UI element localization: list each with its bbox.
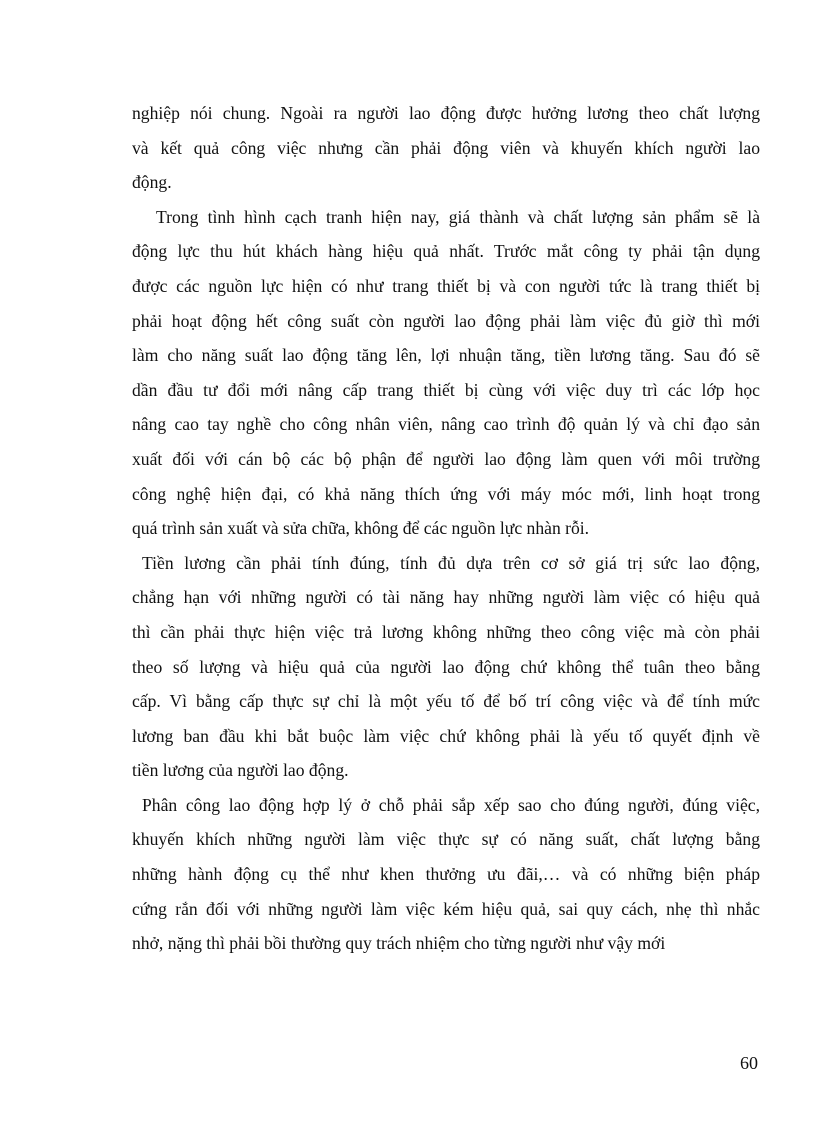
text-line: cứng rắn đối với những người làm việc kém hiệu quả, sai quy cách, nhẹ thì nhắc [132,898,760,919]
text-line: động lực thu hút khách hàng hiệu quả nhất. Trước mắt công ty phải tận dụng [132,241,760,262]
text-line: quá trình sản xuất và sửa chữa, không để các nguồn lực nhàn rỗi. [132,518,590,539]
text-line: khuyến khích những người làm việc thực sự có năng suất, chất lượng bằng [132,829,760,850]
text-line: dần đầu tư đổi mới nâng cấp trang thiết bị cùng với việc duy trì các lớp học [132,379,760,400]
text-line: động. [132,172,172,193]
paragraph-2 [132,200,760,546]
text-line: nâng cao tay nghề cho công nhân viên, nâng cao trình độ quản lý và chỉ đạo sản [132,414,760,435]
text-line: cấp. Vì bằng cấp thực sự chỉ là một yếu tố để bố trí công việc và để tính mức [132,691,760,712]
text-line: những hành động cụ thể như khen thưởng ưu đãi,… và có những biện pháp [132,864,760,885]
text-line: chẳng hạn với những người có tài năng hay những người làm việc có hiệu quả [132,587,760,608]
paragraph-3 [132,546,760,788]
text-line: theo số lượng và hiệu quả của người lao động chứ không thể tuân theo bằng [132,656,760,677]
text-line: tiền lương của người lao động. [132,760,349,781]
text-line: được các nguồn lực hiện có như trang thiết bị và con người tức là trang thiết bị [132,275,760,296]
text-line: thì cần phải thực hiện việc trả lương không những theo công việc mà còn phải [132,621,760,642]
paragraph-4 [132,788,760,961]
text-line: xuất đối với cán bộ các bộ phận để người lao động làm quen với môi trường [132,448,760,469]
text-line: Trong tình hình cạch tranh hiện nay, giá thành và chất lượng sản phẩm sẽ là [156,206,760,227]
text-line: phải hoạt động hết công suất còn người lao động phải làm việc đủ giờ thì mới [132,310,760,331]
text-line: nhở, nặng thì phải bồi thường quy trách nhiệm cho từng người như vậy mới [132,933,666,954]
body-text [132,96,760,961]
paragraph-1 [132,96,760,200]
text-line: công nghệ hiện đại, có khả năng thích ứng với máy móc mới, linh hoạt trong [132,483,760,504]
text-line: nghiệp nói chung. Ngoài ra người lao động được hưởng lương theo chất lượng [132,103,760,123]
text-line: lương ban đầu khi bắt buộc làm việc chứ không phải là yếu tố quyết định về [132,725,760,746]
text-line: Phân công lao động hợp lý ở chỗ phải sắp xếp sao cho đúng người, đúng việc, [142,794,760,815]
page-number: 60 [740,1053,758,1073]
text-line: và kết quả công việc nhưng cần phải động viên và khuyến khích người lao [132,137,760,158]
text-line: Tiền lương cần phải tính đúng, tính đủ dựa trên cơ sở giá trị sức lao động, [142,552,760,573]
text-line: làm cho năng suất lao động tăng lên, lợi nhuận tăng, tiền lương tăng. Sau đó sẽ [132,345,760,366]
